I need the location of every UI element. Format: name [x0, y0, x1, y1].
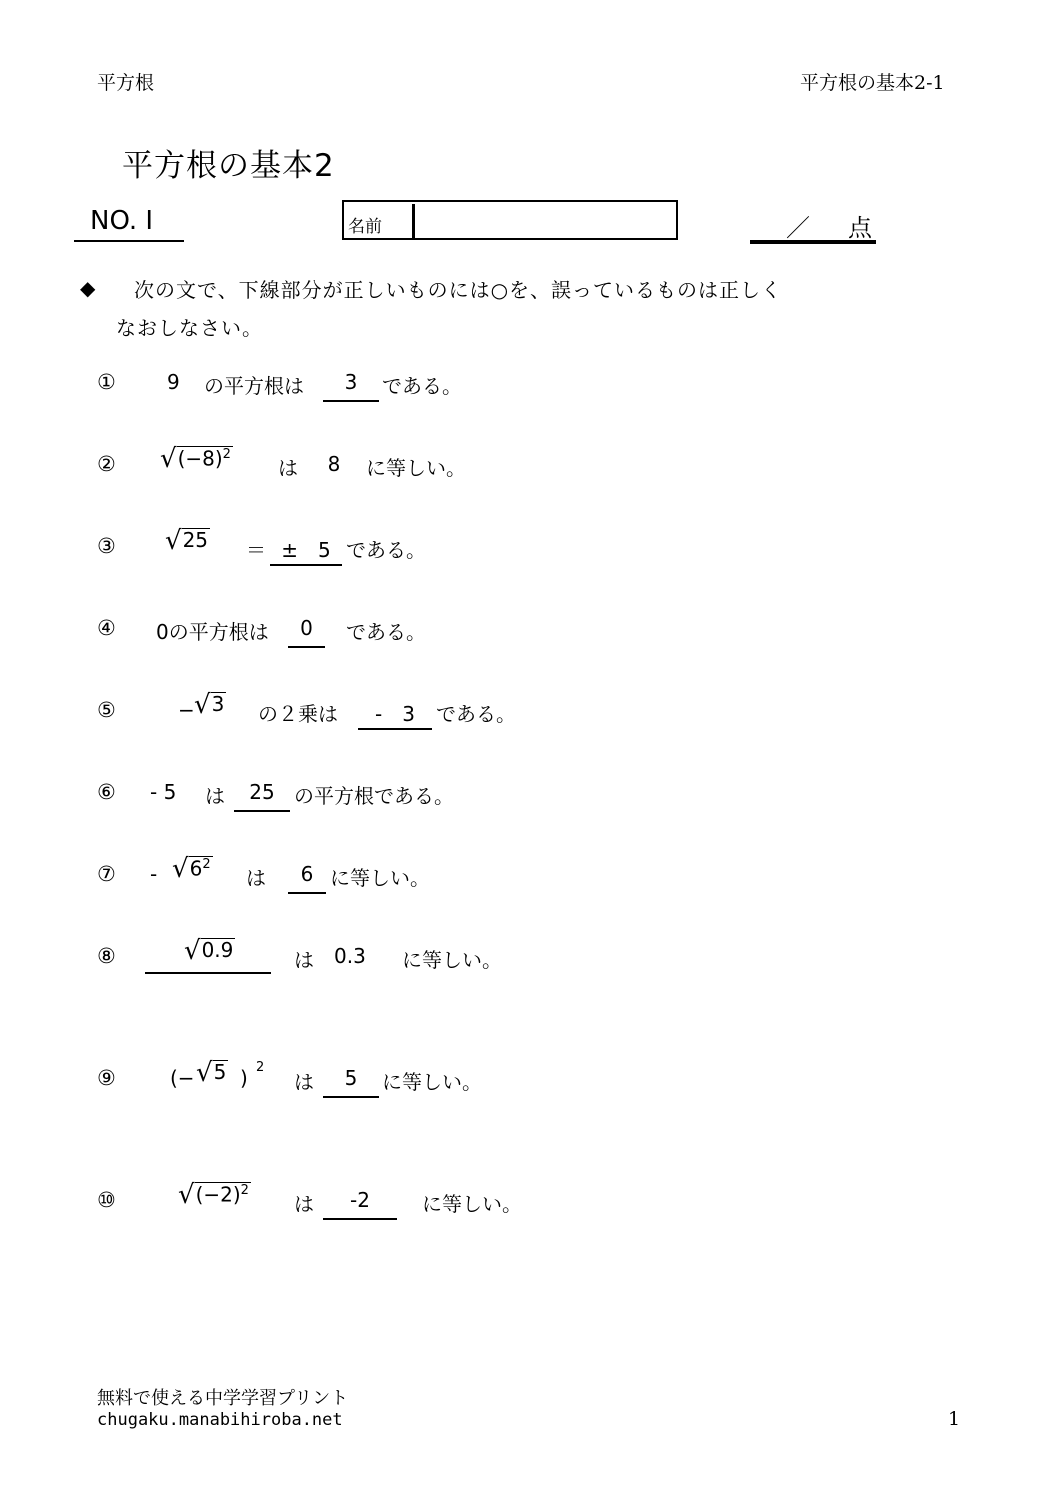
sqrt-icon: √ — [160, 444, 177, 474]
q1-text-end: である。 — [382, 374, 462, 398]
sqrt-icon: √ — [196, 1058, 213, 1088]
sqrt-icon: √ — [184, 936, 201, 966]
q2-radical — [160, 446, 233, 472]
q10-radicand: (−2) — [195, 1182, 241, 1207]
q6-answer: 25 — [249, 780, 275, 804]
q3-underline — [270, 564, 342, 566]
name-label: 名前 — [348, 217, 382, 237]
header-left: 平方根 — [97, 72, 155, 94]
q1-answer: 3 — [344, 370, 358, 394]
q7-minus: - — [150, 862, 158, 886]
sqrt-icon: √ — [178, 1180, 195, 1210]
q6-text: は — [205, 784, 225, 808]
q10-radical — [178, 1182, 251, 1208]
question-number: ⑦ — [97, 862, 116, 886]
q10-exponent: 2 — [240, 1183, 249, 1198]
page-number: 1 — [948, 1408, 961, 1430]
q10-text: は — [294, 1192, 314, 1216]
q5-radicand: 3 — [211, 692, 225, 716]
question-number: ⑥ — [97, 780, 116, 804]
footer-title: 無料で使える中学学習プリント — [97, 1388, 349, 1409]
q7-underline — [288, 892, 326, 894]
q7-text-end: に等しい。 — [330, 866, 430, 890]
q9-open-paren: (− — [170, 1066, 195, 1090]
q2-exponent: 2 — [222, 447, 231, 462]
q8-text-end: に等しい。 — [402, 948, 502, 972]
question-number: ⑤ — [97, 698, 116, 722]
header-right: 平方根の基本2-1 — [800, 72, 945, 94]
q2-answer: 8 — [327, 452, 341, 476]
question-number: ⑨ — [97, 1066, 116, 1090]
q9-radicand: 5 — [213, 1060, 227, 1084]
question-number: ⑧ — [97, 944, 116, 968]
q5-text: の２乗は — [258, 702, 338, 726]
q3-radical — [165, 528, 210, 554]
q10-text-end: に等しい。 — [422, 1192, 522, 1216]
q9-text-end: に等しい。 — [382, 1070, 482, 1094]
q3-text-end: である。 — [346, 538, 426, 562]
q5-answer: - 3 — [375, 702, 415, 726]
name-separator — [412, 204, 415, 238]
question-number: ② — [97, 452, 116, 476]
sheet-number: NO. I — [90, 206, 154, 236]
question-number: ④ — [97, 616, 116, 640]
q7-radical — [172, 856, 213, 882]
q4-text-end: である。 — [346, 620, 426, 644]
q6-underline — [234, 810, 290, 812]
footer-url[interactable]: chugaku.manabihiroba.net — [97, 1410, 343, 1430]
q8-underline — [145, 972, 271, 974]
q4-text: 0の平方根は — [156, 620, 269, 644]
sheet-number-underline — [74, 240, 184, 242]
instruction-line-2: なおしなさい。 — [116, 316, 263, 340]
q7-radicand: 6 — [189, 856, 203, 881]
q4-underline — [288, 646, 325, 648]
q7-exponent: 2 — [202, 857, 211, 872]
name-field[interactable] — [342, 200, 678, 240]
q2-text-end: に等しい。 — [366, 456, 466, 480]
q9-radical — [196, 1060, 228, 1086]
q2-radicand: (−8) — [177, 446, 223, 471]
sqrt-icon: √ — [172, 854, 189, 884]
q1-term: 9 — [167, 370, 180, 394]
q8-value: 0.3 — [334, 944, 366, 968]
score-unit: 点 — [848, 214, 872, 242]
q10-answer: -2 — [350, 1188, 370, 1212]
q6-term: - 5 — [150, 780, 177, 804]
q9-text: は — [294, 1070, 314, 1094]
score-slash: ／ — [786, 214, 810, 242]
q6-text-end: の平方根である。 — [294, 784, 454, 808]
question-number: ③ — [97, 534, 116, 558]
question-number: ① — [97, 370, 116, 394]
instruction-line-1: 次の文で、下線部分が正しいものには○を、誤っているものは正しく — [134, 278, 783, 302]
sqrt-icon: √ — [165, 526, 182, 556]
q5-minus: − — [178, 698, 195, 722]
q7-text: は — [246, 866, 266, 890]
q5-text-end: である。 — [436, 702, 516, 726]
q5-underline — [358, 728, 432, 730]
q9-exponent: 2 — [256, 1060, 265, 1075]
q1-underline — [323, 400, 379, 402]
sqrt-icon: √ — [194, 690, 211, 720]
q8-radicand: 0.9 — [201, 938, 234, 962]
q7-answer: 6 — [300, 862, 314, 886]
question-number: ⑩ — [97, 1188, 116, 1212]
q10-underline — [323, 1218, 397, 1220]
score-underline — [750, 240, 876, 244]
q3-equals: ＝ — [246, 538, 266, 562]
q5-radical — [194, 692, 226, 718]
q9-underline — [323, 1096, 379, 1098]
diamond-bullet-icon: ◆ — [80, 276, 96, 300]
q8-radical — [184, 938, 235, 964]
page-title: 平方根の基本2 — [122, 148, 335, 184]
q8-text: は — [294, 948, 314, 972]
q4-answer: 0 — [300, 616, 313, 640]
q1-text: の平方根は — [204, 374, 304, 398]
q3-answer: ± 5 — [281, 538, 331, 562]
q3-radicand: 25 — [182, 528, 209, 552]
q9-close-paren: ) — [240, 1066, 248, 1090]
q2-text: は — [278, 456, 298, 480]
q9-answer: 5 — [344, 1066, 358, 1090]
